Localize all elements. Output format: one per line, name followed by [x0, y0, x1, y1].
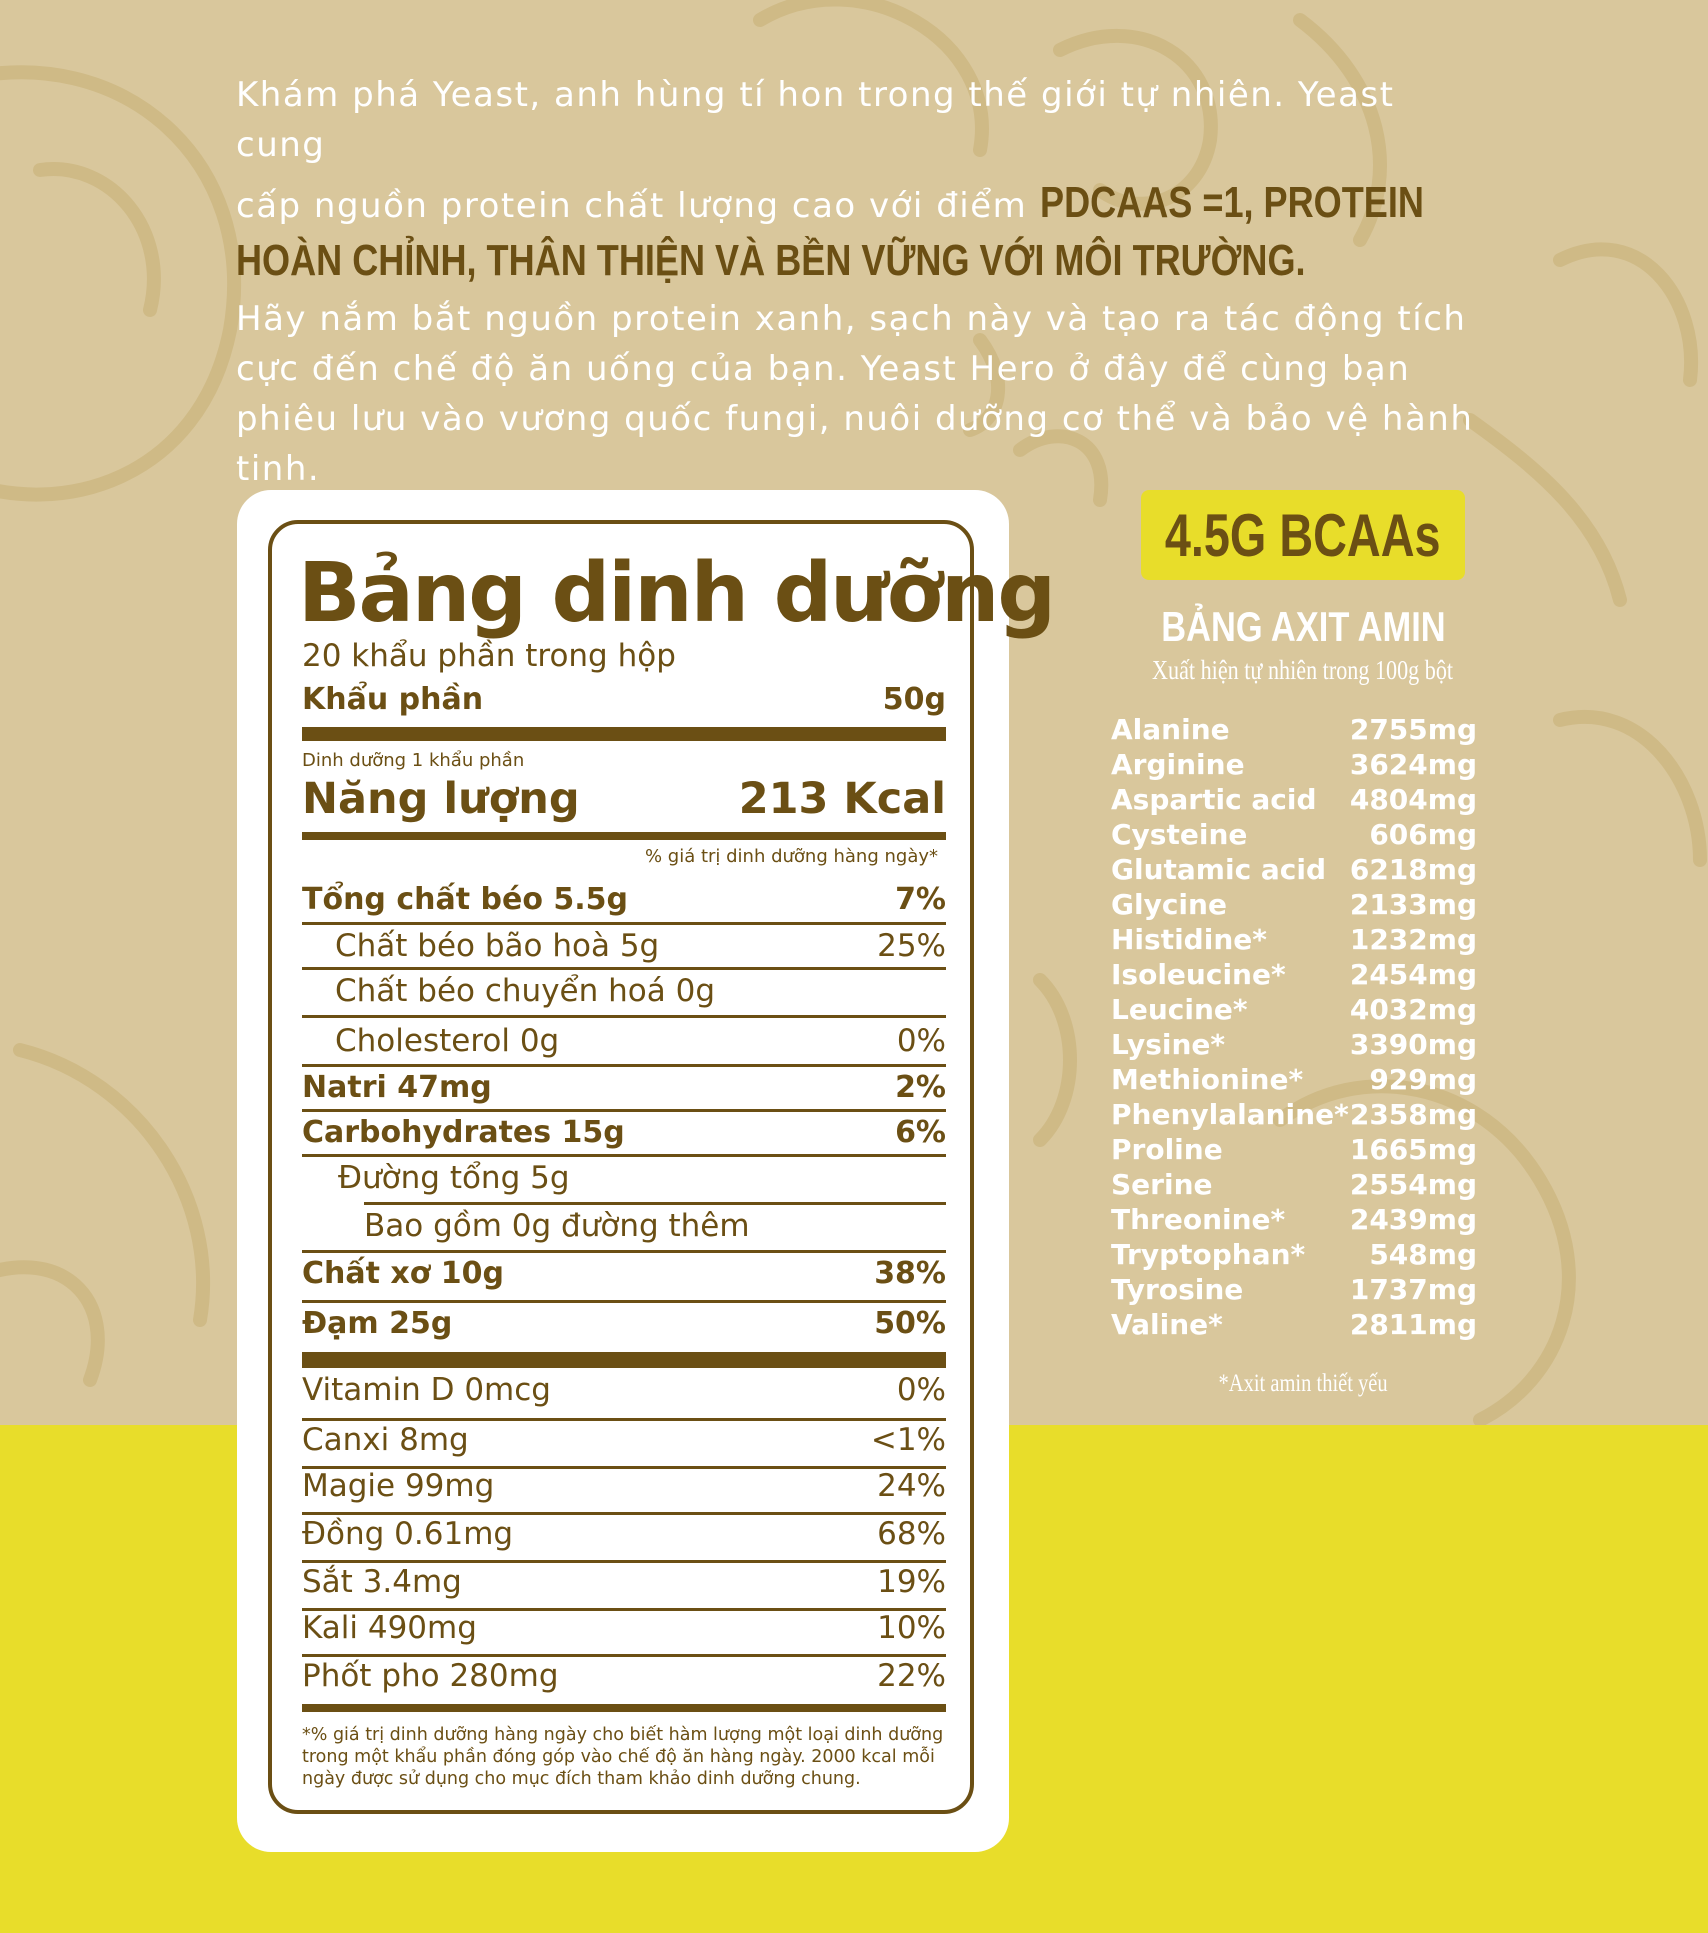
- protein-dv: 50%: [874, 1306, 946, 1341]
- divider: [302, 1064, 946, 1067]
- amino-name: Lysine*: [1111, 1028, 1226, 1061]
- amino-name: Alanine: [1111, 713, 1230, 746]
- divider: [302, 1015, 946, 1018]
- daily-value-header: % giá trị dinh dưỡng hàng ngày*: [644, 846, 938, 867]
- intro-line-4: cực đến chế độ ăn uống của bạn. Yeast Hero ở đây để cùng bạn: [236, 349, 1411, 389]
- total-sugar-label: Đường tổng 5g: [338, 1160, 570, 1196]
- energy-label: Năng lượng: [302, 774, 580, 824]
- amino-row: [1111, 1132, 1477, 1167]
- vitamin-label: Vitamin D 0mcg: [302, 1372, 551, 1408]
- intro-highlight-2: HOÀN CHỈNH, THÂN THIỆN VÀ BỀN VỮNG VỚI MÔI TRƯỜNG.: [236, 236, 1306, 285]
- serving-size-row: [302, 682, 946, 717]
- amino-name: Methionine*: [1111, 1063, 1304, 1096]
- amino-name: Isoleucine*: [1111, 958, 1286, 991]
- amino-value: 4804mg: [1349, 783, 1477, 816]
- intro-line-6: tinh.: [236, 449, 321, 489]
- nutrition-title: Bảng dinh dưỡng: [298, 546, 1055, 641]
- vitamin-dv: 68%: [877, 1516, 946, 1552]
- amino-value: 2755mg: [1349, 713, 1477, 746]
- amino-row: [1111, 1062, 1477, 1097]
- amino-table-title: [1103, 603, 1503, 651]
- vitamin-row: [302, 1516, 946, 1552]
- divider: [302, 1418, 946, 1421]
- bottom-divider: [302, 1704, 946, 1712]
- amino-row: [1111, 747, 1477, 782]
- amino-value: 3390mg: [1349, 1028, 1477, 1061]
- amino-name: Histidine*: [1111, 923, 1267, 956]
- vitamin-dv: <1%: [870, 1422, 946, 1458]
- amino-row: [1111, 1307, 1477, 1342]
- amino-row: [1111, 1272, 1477, 1307]
- carbohydrates-row: [302, 1115, 946, 1150]
- amino-value: 2358mg: [1349, 1098, 1477, 1131]
- divider: [302, 1512, 946, 1515]
- amino-value: 548mg: [1369, 1238, 1477, 1271]
- nutrition-card: [237, 490, 1055, 1852]
- thick-divider-vitamins: [302, 1352, 946, 1368]
- vitamin-row: [302, 1422, 946, 1458]
- vitamin-row: [302, 1372, 946, 1408]
- divider: [302, 1560, 946, 1563]
- amino-value: 2133mg: [1349, 888, 1477, 921]
- carbohydrates-label: Carbohydrates 15g: [302, 1115, 625, 1150]
- sodium-row: [302, 1070, 946, 1105]
- vitamin-label: Sắt 3.4mg: [302, 1564, 462, 1600]
- intro-line-3: Hãy nắm bắt nguồn protein xanh, sạch này và tạo ra tác động tích: [236, 299, 1467, 339]
- vitamin-row: [302, 1468, 946, 1504]
- amino-name: Glycine: [1111, 888, 1227, 921]
- sodium-label: Natri 47mg: [302, 1070, 492, 1105]
- bcaa-badge: [1141, 490, 1465, 580]
- energy-value: 213 Kcal: [738, 774, 946, 824]
- vitamin-dv: 0%: [896, 1372, 946, 1408]
- amino-value: 2811mg: [1349, 1308, 1477, 1341]
- amino-value: 4032mg: [1349, 993, 1477, 1026]
- total-fat-dv: 7%: [895, 882, 946, 917]
- amino-row: [1111, 1097, 1477, 1132]
- total-fat-label: Tổng chất béo 5.5g: [302, 882, 629, 917]
- amino-row: [1111, 1027, 1477, 1062]
- divider: [302, 1154, 946, 1157]
- essential-amino-note: [1103, 1370, 1503, 1398]
- amino-name: Threonine*: [1111, 1203, 1286, 1236]
- amino-value: 1737mg: [1349, 1273, 1477, 1306]
- per-serving-label: Dinh dưỡng 1 khẩu phần: [302, 750, 525, 771]
- intro-line-5: phiêu lưu vào vương quốc fungi, nuôi dưỡng cơ thể và bảo vệ hành: [236, 399, 1474, 439]
- added-sugar-label: Bao gồm 0g đường thêm: [364, 1208, 750, 1244]
- nutrition-facts-panel: [268, 520, 1055, 1814]
- vitamin-dv: 22%: [877, 1658, 946, 1694]
- amino-name: Tryptophan*: [1111, 1238, 1306, 1271]
- amino-name: Phenylalanine*: [1111, 1098, 1349, 1131]
- amino-row: [1111, 852, 1477, 887]
- intro-paragraph: [236, 70, 1476, 494]
- essential-amino-note-text: *Axit amin thiết yếu: [1218, 1370, 1388, 1397]
- amino-row: [1111, 712, 1477, 747]
- cholesterol-row: [335, 1023, 946, 1059]
- fiber-row: [302, 1256, 946, 1291]
- servings-per-container: 20 khẩu phần trong hộp: [302, 638, 676, 674]
- protein-row: [302, 1306, 946, 1341]
- amino-value: 2554mg: [1349, 1168, 1477, 1201]
- cholesterol-dv: 0%: [896, 1023, 946, 1059]
- intro-line-2: [236, 170, 1476, 228]
- amino-row: [1111, 887, 1477, 922]
- serving-size-value: 50g: [882, 682, 946, 717]
- amino-row: [1111, 1237, 1477, 1272]
- vitamin-dv: 19%: [877, 1564, 946, 1600]
- intro-line-2-text: cấp nguồn protein chất lượng cao với điểm: [236, 186, 1040, 226]
- amino-row: [1111, 957, 1477, 992]
- amino-name: Valine*: [1111, 1308, 1223, 1341]
- amino-row: [1111, 922, 1477, 957]
- bcaa-badge-text: 4.5G BCAAs: [1165, 501, 1441, 569]
- amino-name: Tyrosine: [1111, 1273, 1244, 1306]
- serving-size-label: Khẩu phần: [302, 682, 484, 717]
- divider: [302, 1109, 946, 1112]
- vitamin-label: Canxi 8mg: [302, 1422, 469, 1458]
- fiber-dv: 38%: [874, 1256, 946, 1291]
- vitamin-label: Đồng 0.61mg: [302, 1516, 514, 1552]
- thick-divider: [302, 727, 946, 741]
- amino-table-subtitle: [1103, 655, 1503, 686]
- vitamin-label: Magie 99mg: [302, 1468, 495, 1504]
- intro-highlight-2-line: [236, 228, 1476, 294]
- amino-value: 1665mg: [1349, 1133, 1477, 1166]
- saturated-fat-dv: 25%: [877, 928, 946, 964]
- amino-value: 3624mg: [1349, 748, 1477, 781]
- trans-fat-label: Chất béo chuyển hoá 0g: [335, 973, 715, 1009]
- amino-name: Glutamic acid: [1111, 853, 1327, 886]
- vitamin-dv: 10%: [877, 1610, 946, 1646]
- divider: [364, 1202, 946, 1205]
- amino-name: Arginine: [1111, 748, 1245, 781]
- amino-name: Cysteine: [1111, 818, 1248, 851]
- amino-acid-list: [1111, 712, 1477, 1342]
- fiber-label: Chất xơ 10g: [302, 1256, 505, 1291]
- carbohydrates-dv: 6%: [895, 1115, 946, 1150]
- amino-value: 606mg: [1369, 818, 1477, 851]
- daily-value-footnote: *% giá trị dinh dưỡng hàng ngày cho biết hàm lượng một loại dinh dưỡng trong một khẩu phần đóng góp vào chế độ ăn hàng ngày. 2000 kcal mỗi ngày được sử dụng cho mục đích tham khảo dinh dưỡng chung.: [302, 1725, 944, 1789]
- amino-value: 6218mg: [1349, 853, 1477, 886]
- amino-row: [1111, 1202, 1477, 1237]
- vitamin-dv: 24%: [877, 1468, 946, 1504]
- cholesterol-label: Cholesterol 0g: [335, 1023, 560, 1059]
- amino-value: 1232mg: [1349, 923, 1477, 956]
- medium-divider: [302, 832, 946, 840]
- amino-row: [1111, 782, 1477, 817]
- protein-label: Đạm 25g: [302, 1306, 453, 1341]
- vitamin-label: Phốt pho 280mg: [302, 1658, 559, 1694]
- total-sugar-row: [338, 1160, 946, 1196]
- amino-value: 2454mg: [1349, 958, 1477, 991]
- divider: [302, 922, 946, 925]
- intro-line-1: Khám phá Yeast, anh hùng tí hon trong thế giới tự nhiên. Yeast cung: [236, 75, 1395, 165]
- trans-fat-row: [335, 973, 946, 1009]
- amino-table-subtitle-text: Xuất hiện tự nhiên trong 100g bột: [1152, 655, 1454, 685]
- amino-row: [1111, 817, 1477, 852]
- divider: [302, 1250, 946, 1253]
- amino-table-title-text: BẢNG AXIT AMIN: [1160, 603, 1446, 650]
- divider: [302, 1300, 946, 1303]
- amino-name: Leucine*: [1111, 993, 1248, 1026]
- vitamin-label: Kali 490mg: [302, 1610, 477, 1646]
- added-sugar-row: [364, 1208, 946, 1244]
- total-fat-row: [302, 882, 946, 917]
- amino-row: [1111, 1167, 1477, 1202]
- intro-highlight-1: PDCAAS =1, PROTEIN: [1039, 178, 1424, 227]
- amino-value: 2439mg: [1349, 1203, 1477, 1236]
- amino-name: Proline: [1111, 1133, 1223, 1166]
- sodium-dv: 2%: [895, 1070, 946, 1105]
- divider: [302, 1654, 946, 1657]
- saturated-fat-row: [335, 928, 946, 964]
- vitamin-row: [302, 1564, 946, 1600]
- amino-row: [1111, 992, 1477, 1027]
- amino-value: 929mg: [1369, 1063, 1477, 1096]
- amino-name: Aspartic acid: [1111, 783, 1317, 816]
- divider: [302, 967, 946, 970]
- saturated-fat-label: Chất béo bão hoà 5g: [335, 928, 660, 964]
- vitamin-row: [302, 1658, 946, 1694]
- vitamin-row: [302, 1610, 946, 1646]
- amino-name: Serine: [1111, 1168, 1213, 1201]
- energy-row: [302, 774, 946, 824]
